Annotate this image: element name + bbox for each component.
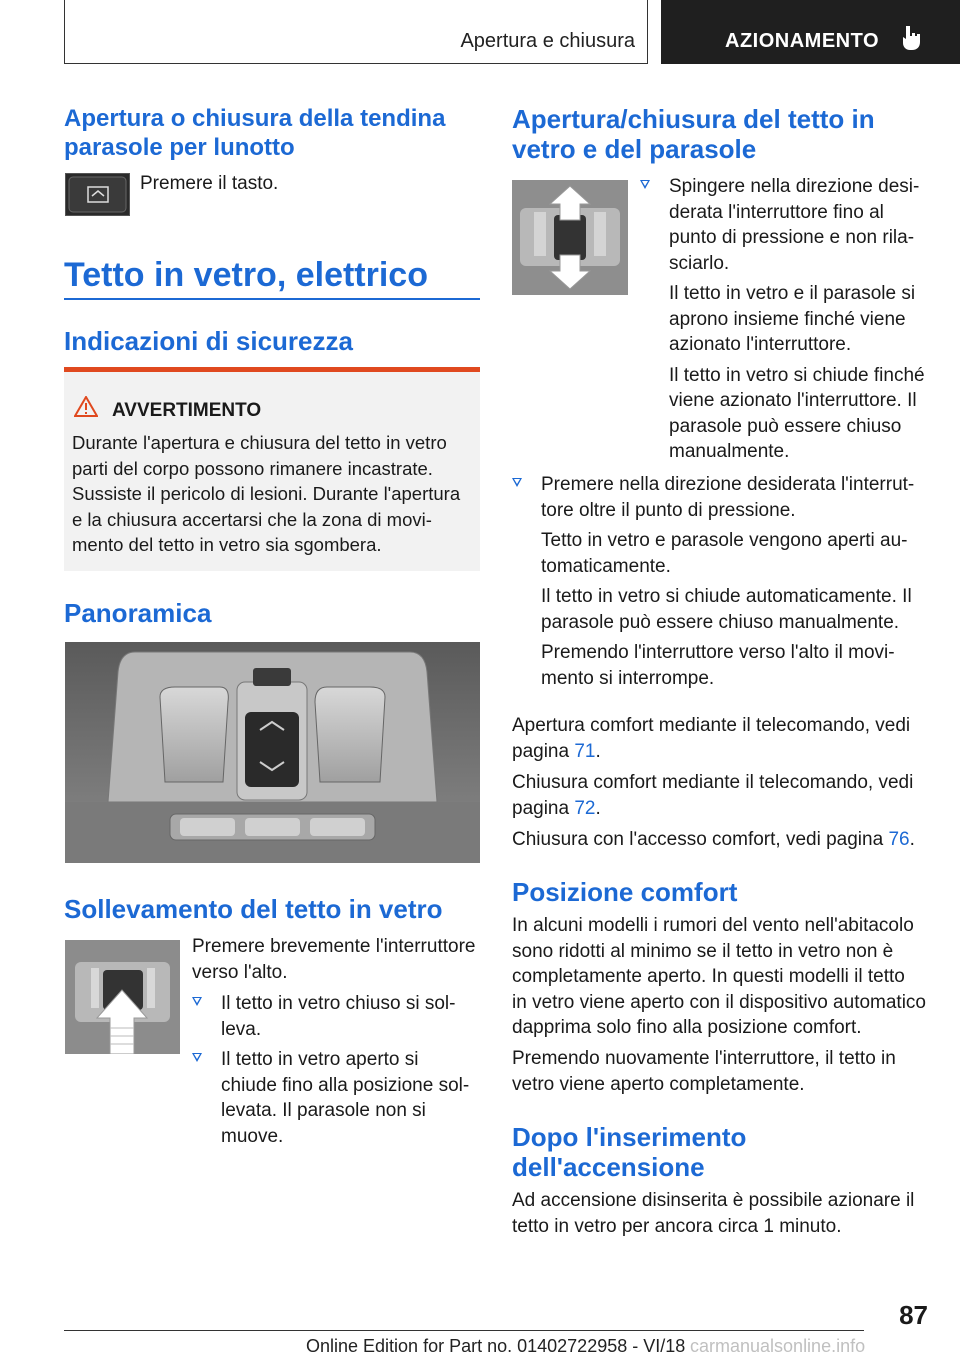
header-chapter-title: AZIONAMENTO <box>725 30 880 52</box>
bullet-line: parasole può essere chiuso manualmente. <box>541 611 900 633</box>
raise-text <box>192 934 475 985</box>
sunblind-heading <box>64 104 445 162</box>
header-section-box <box>64 0 648 64</box>
comfort-open-ref: Apertura comfort mediante il telecomando, vedi pagina 71. <box>512 715 911 762</box>
comfort-para-2 <box>512 1046 896 1097</box>
header-section-title: Apertura e chiusura <box>460 30 635 52</box>
bullet-line: tomaticamente. <box>541 555 671 577</box>
page-link-76[interactable]: 76 <box>888 829 910 850</box>
bullet-line: leva. <box>221 1018 262 1040</box>
para-line: sono ridotti al minimo se il tetto in vetro non è <box>512 940 894 962</box>
heading-underline <box>64 298 480 300</box>
main-heading: Tetto in vetro, elettrico <box>64 256 428 294</box>
glass-roof-heading-line1: Apertura/chiusura del tetto in <box>512 104 875 134</box>
ref-line: pagina <box>512 797 570 819</box>
bullet-line: viene azionato l'interruttore. Il <box>669 390 917 411</box>
bullet-line: punto di pressione e non rila- <box>669 227 915 248</box>
para-line: tetto in vetro per ancora circa 1 minuto. <box>512 1215 842 1237</box>
sunblind-text: Premere il tasto. <box>140 173 279 194</box>
footer-divider <box>64 1330 864 1331</box>
comfort-access-ref: Chiusura con l'accesso comfort, vedi pagina 76. <box>512 829 915 850</box>
bullet-line: azionato l'interruttore. <box>669 334 852 355</box>
glass-roof-heading <box>512 104 875 164</box>
warning-line: Durante l'apertura e chiusura del tetto in vetro <box>72 432 447 453</box>
bullet-line: muove. <box>221 1125 284 1147</box>
hand-pointer-icon <box>899 24 923 57</box>
raise-button-image <box>65 940 180 1054</box>
para-line: vetro viene aperto completamente. <box>512 1073 805 1095</box>
page-link-72[interactable]: 72 <box>574 797 596 819</box>
raise-text-line: verso l'alto. <box>192 961 288 983</box>
ref-line: Apertura comfort mediante il telecomando, vedi <box>512 715 911 736</box>
sunblind-button-image <box>65 173 130 216</box>
raise-heading: Sollevamento del tetto in vetro <box>64 894 443 924</box>
ignition-heading <box>512 1122 746 1182</box>
bullet-triangle-icon <box>192 997 202 1006</box>
warning-triangle-icon <box>74 396 98 422</box>
bullet-line: parasole può essere chiuso <box>669 415 902 437</box>
ref-line: pagina <box>512 740 570 762</box>
footer-edition: Online Edition for Part no. 01402722958 - VI/18 <box>306 1336 686 1356</box>
bullet-triangle-icon <box>192 1053 202 1062</box>
ignition-heading-line2: dell'accensione <box>512 1152 705 1182</box>
warning-line: mento del tetto in vetro sia sgombera. <box>72 534 382 555</box>
bullet-line: mento si interrompe. <box>541 667 715 689</box>
warning-line: parti del corpo possono rimanere incastrate. <box>72 457 433 479</box>
para-line: Ad accensione disinserita è possibile azionare il <box>512 1190 915 1211</box>
bullet-line: Tetto in vetro e parasole vengono aperti au- <box>541 530 908 551</box>
para-line: dapprima solo fino alla posizione comfort. <box>512 1017 862 1038</box>
bullet-line: aprono insieme finché viene <box>669 308 906 330</box>
warning-box <box>64 367 480 571</box>
warning-line: Sussiste il pericolo di lesioni. Durante l'apertura <box>72 483 461 504</box>
bullet-line: Il tetto in vetro aperto si <box>221 1049 419 1070</box>
safety-heading: Indicazioni di sicurezza <box>64 326 353 356</box>
bullet-triangle-icon <box>640 180 650 189</box>
sunblind-heading-line1: Apertura o chiusura della tendina <box>64 105 446 132</box>
page-link-71[interactable]: 71 <box>574 740 596 762</box>
bullet-line: Il tetto in vetro si chiude automaticamente. Il <box>541 586 912 607</box>
glass-roof-heading-line2: vetro e del parasole <box>512 134 757 164</box>
footer-watermark: carmanualsonline.info <box>690 1336 866 1356</box>
comfort-heading: Posizione comfort <box>512 877 738 907</box>
comfort-para-1 <box>512 913 926 1041</box>
ref-line: Chiusura con l'accesso comfort, vedi pagina <box>512 829 884 850</box>
comfort-close-ref: Chiusura comfort mediante il telecomando, vedi pagina 72. <box>512 772 914 819</box>
bullet-line: Premendo l'interruttore verso l'alto il movi- <box>541 642 895 663</box>
header-chapter-tab[interactable] <box>661 0 960 64</box>
para-line: In alcuni modelli i rumori del vento nell'abitacolo <box>512 915 914 936</box>
bullet-line: sciarlo. <box>669 252 730 274</box>
bullet-line: derata l'interruttore fino al <box>669 201 884 223</box>
bullet-line: Spingere nella direzione desi- <box>669 176 920 197</box>
bullet-line: Premere nella direzione desiderata l'interrut- <box>541 474 915 495</box>
ignition-para <box>512 1188 914 1239</box>
overview-heading: Panoramica <box>64 598 212 628</box>
warning-title: AVVERTIMENTO <box>112 400 262 421</box>
bullet-line: manualmente. <box>669 441 790 462</box>
para-line: completamente aperto. In questi modelli il tetto <box>512 966 905 987</box>
roof-switch-image <box>512 180 628 295</box>
bullet-line: levata. Il parasole non si <box>221 1100 426 1121</box>
bullet-triangle-icon <box>512 478 522 487</box>
bullet-line: Il tetto in vetro si chiude finché <box>669 364 925 386</box>
overview-image <box>65 642 480 863</box>
ref-line: Chiusura comfort mediante il telecomando, vedi <box>512 772 914 793</box>
bullet-line: chiude fino alla posizione sol- <box>221 1074 470 1096</box>
page-number: 87 <box>899 1300 928 1330</box>
warning-line: e la chiusura accertarsi che la zona di movi- <box>72 508 432 530</box>
para-line: Premendo nuovamente l'interruttore, il tetto in <box>512 1048 896 1069</box>
para-line: in vetro viene aperto con il dispositivo automatico <box>512 991 927 1013</box>
bullet-line: Il tetto in vetro chiuso si sol- <box>221 993 456 1014</box>
raise-text-line: Premere brevemente l'interruttore <box>192 936 476 957</box>
bullet-line: tore oltre il punto di pressione. <box>541 499 796 521</box>
sunblind-heading-line2: parasole per lunotto <box>64 134 295 161</box>
ignition-heading-line1: Dopo l'inserimento <box>512 1122 747 1152</box>
bullet-line: Il tetto in vetro e il parasole si <box>669 283 916 304</box>
warning-text <box>72 430 460 558</box>
